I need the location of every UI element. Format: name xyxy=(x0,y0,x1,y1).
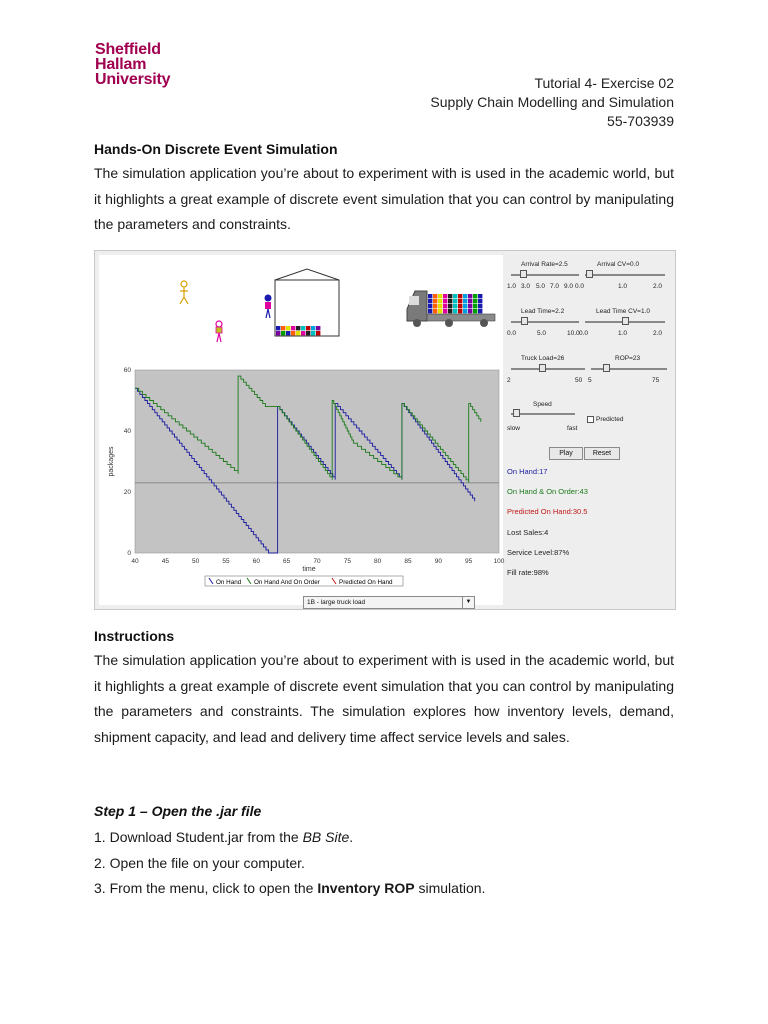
inventory-box xyxy=(286,326,290,330)
document-header xyxy=(430,74,674,131)
inventory-box xyxy=(433,304,437,308)
section-paragraph-simulation: The simulation application you’re about to experiment with is used in the academic world, but it highlights a great example of discrete event simulation that you can control by manipulating the parameters and constraints. xyxy=(94,165,674,232)
customer-figure-3 xyxy=(265,295,271,318)
step1-item-3-end: simulation. xyxy=(418,880,486,896)
stat-predicted-on-hand: Predicted On Hand:30.5 xyxy=(507,507,588,516)
speed-fast-label: fast xyxy=(567,425,578,432)
step1-title: Step 1 – Open the .jar file xyxy=(94,803,262,819)
inventory-box xyxy=(448,294,452,298)
inventory-box xyxy=(458,299,462,303)
header-code: 55-703939 xyxy=(607,113,674,129)
inventory-box xyxy=(291,331,295,335)
lead-time-tick: 5.0 xyxy=(537,330,547,337)
chevron-down-icon[interactable]: ▼ xyxy=(462,597,474,608)
inventory-box xyxy=(473,309,477,313)
inventory-box xyxy=(276,326,280,330)
inventory-box xyxy=(281,331,285,335)
inventory-box xyxy=(301,331,305,335)
step1-item-3-number: 3. xyxy=(94,880,106,896)
truck-load-thumb[interactable] xyxy=(539,364,546,372)
inventory-box xyxy=(448,309,452,313)
inventory-box xyxy=(443,299,447,303)
inventory-box xyxy=(291,326,295,330)
x-axis-label: time xyxy=(302,566,316,573)
arrival-cv-tick: 2.0 xyxy=(653,283,663,290)
inventory-box xyxy=(468,294,472,298)
lead-time-cv-label: Lead Time CV=1.0 xyxy=(596,308,651,315)
inventory-box xyxy=(438,299,442,303)
step1-item-2-number: 2. xyxy=(94,855,106,871)
y-tick-label: 20 xyxy=(123,489,131,496)
inventory-box xyxy=(316,326,320,330)
customer-figure-1 xyxy=(180,281,188,304)
step1-item-1-text: Download Student.jar from the xyxy=(109,829,299,845)
inventory-box xyxy=(433,299,437,303)
inventory-box xyxy=(276,331,280,335)
arrival-rate-tick: 3.0 xyxy=(521,283,531,290)
x-tick-label: 65 xyxy=(283,558,291,565)
inventory-box xyxy=(448,304,452,308)
inventory-box xyxy=(463,309,467,313)
header-tutorial: Tutorial 4- Exercise 02 xyxy=(534,75,674,91)
inventory-box xyxy=(453,294,457,298)
reset-button[interactable]: Reset xyxy=(584,447,620,460)
inventory-box xyxy=(428,294,432,298)
x-tick-label: 60 xyxy=(252,558,260,565)
step1-item-1-link: BB Site xyxy=(302,829,350,845)
truck-icon xyxy=(407,291,495,327)
inventory-box xyxy=(311,331,315,335)
lead-time-cv-tick: 2.0 xyxy=(653,330,663,337)
inventory-box xyxy=(463,299,467,303)
arrival-rate-tick: 5.0 xyxy=(536,283,546,290)
x-tick-label: 55 xyxy=(222,558,230,565)
speed-thumb[interactable] xyxy=(513,409,520,417)
truck-load-slider[interactable] xyxy=(511,368,585,370)
step1-item-1-end: . xyxy=(349,829,354,845)
truck-load-tick: 2 xyxy=(507,377,511,384)
header-module: Supply Chain Modelling and Simulation xyxy=(430,94,674,110)
inventory-box xyxy=(316,331,320,335)
x-tick-label: 90 xyxy=(434,558,442,565)
inventory-box xyxy=(478,299,482,303)
truck-load-label: Truck Load=26 xyxy=(521,355,565,362)
x-tick-label: 70 xyxy=(313,558,321,565)
inventory-box xyxy=(468,304,472,308)
warehouse-icon xyxy=(275,269,339,336)
rop-tick: 75 xyxy=(652,377,660,384)
logo-line-3: University xyxy=(95,71,171,88)
arrival-cv-tick: 1.0 xyxy=(618,283,628,290)
arrival-cv-thumb[interactable] xyxy=(586,270,593,278)
stat-fill-rate: Fill rate:98% xyxy=(507,568,549,577)
customer-figure-2 xyxy=(216,321,222,342)
stat-service-level: Service Level:87% xyxy=(507,548,570,557)
inventory-box xyxy=(468,299,472,303)
inventory-box xyxy=(463,294,467,298)
stat-on-hand: On Hand:17 xyxy=(507,467,548,476)
inventory-box xyxy=(478,304,482,308)
inventory-box xyxy=(281,326,285,330)
arrival-rate-tick: 7.0 xyxy=(550,283,560,290)
y-tick-label: 60 xyxy=(123,367,131,374)
arrival-rate-thumb[interactable] xyxy=(520,270,527,278)
section-paragraph-instructions: The simulation application you’re about to experiment with is used in the academic world, but it highlights a great example of discrete event simulation that you can control by manipulating the parameters and constraints. The simulation explores how inventory levels, demand, shipment capacity, and lead and delivery time affect service levels and sales. xyxy=(94,652,674,745)
inventory-box xyxy=(448,299,452,303)
inventory-box xyxy=(453,309,457,313)
simulation-svg xyxy=(99,255,503,605)
inventory-box xyxy=(296,326,300,330)
inventory-box xyxy=(453,304,457,308)
inventory-box xyxy=(468,309,472,313)
arrival-rate-tick: 9.0 xyxy=(564,283,574,290)
inventory-box xyxy=(458,294,462,298)
x-tick-label: 50 xyxy=(192,558,200,565)
chart-legend xyxy=(205,576,403,586)
inventory-box xyxy=(433,294,437,298)
inventory-box xyxy=(428,309,432,313)
inventory-box xyxy=(296,331,300,335)
control-panel xyxy=(505,255,673,605)
inventory-box xyxy=(438,294,442,298)
lead-time-tick: 10.0 xyxy=(567,330,580,337)
rop-tick: 5 xyxy=(588,377,592,384)
inventory-box xyxy=(473,294,477,298)
arrival-rate-tick: 1.0 xyxy=(507,283,517,290)
rop-label: ROP=23 xyxy=(615,355,641,362)
play-button[interactable]: Play xyxy=(549,447,583,460)
x-tick-label: 95 xyxy=(465,558,473,565)
scenario-dropdown[interactable] xyxy=(303,596,475,609)
university-logo xyxy=(95,42,170,87)
lead-time-thumb[interactable] xyxy=(521,317,528,325)
step1-item-2 xyxy=(94,855,305,871)
x-tick-label: 100 xyxy=(493,558,505,565)
predicted-checkbox-label: Predicted xyxy=(596,416,624,423)
lead-time-cv-tick: 1.0 xyxy=(618,330,628,337)
step1-item-3 xyxy=(94,880,485,896)
arrival-rate-label: Arrival Rate=2.5 xyxy=(521,261,568,268)
inventory-box xyxy=(306,326,310,330)
speed-slow-label: slow xyxy=(507,425,521,432)
y-tick-label: 0 xyxy=(127,550,131,557)
step1-item-1-number: 1. xyxy=(94,829,106,845)
inventory-box xyxy=(438,309,442,313)
stat-lost-sales: Lost Sales:4 xyxy=(507,528,549,537)
legend-predicted: Predicted On Hand xyxy=(339,579,393,586)
lead-time-cv-tick: 0.0 xyxy=(579,330,589,337)
inventory-box xyxy=(463,304,467,308)
step1-item-1 xyxy=(94,829,353,845)
inventory-box xyxy=(311,326,315,330)
lead-time-cv-thumb[interactable] xyxy=(622,317,629,325)
stat-on-hand-on-order: On Hand & On Order:43 xyxy=(507,487,588,496)
step1-item-3-bold: Inventory ROP xyxy=(317,880,415,896)
y-axis-label: packages xyxy=(108,446,115,477)
inventory-box xyxy=(478,294,482,298)
inventory-box xyxy=(286,331,290,335)
simulation-canvas xyxy=(99,255,503,605)
inventory-box xyxy=(443,304,447,308)
inventory-chart xyxy=(108,367,505,573)
inventory-box xyxy=(473,299,477,303)
rop-thumb[interactable] xyxy=(603,364,610,372)
lead-time-label: Lead Time=2.2 xyxy=(521,308,565,315)
truck-load-tick: 50 xyxy=(575,377,583,384)
legend-on-hand: On Hand xyxy=(216,579,242,586)
x-tick-label: 85 xyxy=(404,558,412,565)
logo-line-2: Hallam xyxy=(95,56,147,73)
inventory-box xyxy=(443,294,447,298)
predicted-checkbox[interactable] xyxy=(587,416,594,423)
inventory-box xyxy=(433,309,437,313)
logo-line-1: Sheffield xyxy=(95,41,161,58)
lead-time-tick: 0.0 xyxy=(507,330,517,337)
inventory-box xyxy=(301,326,305,330)
inventory-box xyxy=(453,299,457,303)
scenario-dropdown-value: 1B - large truck load xyxy=(307,599,366,606)
section-title-simulation: Hands-On Discrete Event Simulation xyxy=(94,141,338,157)
legend-on-hand-on-order: On Hand And On Order xyxy=(254,579,320,586)
inventory-box xyxy=(428,299,432,303)
arrival-cv-slider[interactable] xyxy=(585,274,665,276)
arrival-cv-tick: 0.0 xyxy=(575,283,585,290)
inventory-box xyxy=(458,304,462,308)
inventory-box xyxy=(306,331,310,335)
inventory-box xyxy=(458,309,462,313)
inventory-box xyxy=(438,304,442,308)
inventory-box xyxy=(473,304,477,308)
x-tick-label: 45 xyxy=(161,558,169,565)
inventory-box xyxy=(443,309,447,313)
speed-slider[interactable] xyxy=(511,413,575,415)
section-title-instructions: Instructions xyxy=(94,628,175,644)
plot-area xyxy=(135,370,499,553)
x-tick-label: 40 xyxy=(131,558,139,565)
step1-item-2-text: Open the file on your computer. xyxy=(109,855,305,871)
y-tick-label: 40 xyxy=(123,428,131,435)
x-tick-label: 80 xyxy=(374,558,382,565)
x-tick-label: 75 xyxy=(343,558,351,565)
arrival-cv-label: Arrival CV=0.0 xyxy=(597,261,640,268)
step1-item-3-text: From the menu, click to open the xyxy=(109,880,314,896)
speed-label: Speed xyxy=(533,401,552,408)
inventory-box xyxy=(478,309,482,313)
simulation-applet xyxy=(94,250,676,610)
inventory-box xyxy=(428,304,432,308)
